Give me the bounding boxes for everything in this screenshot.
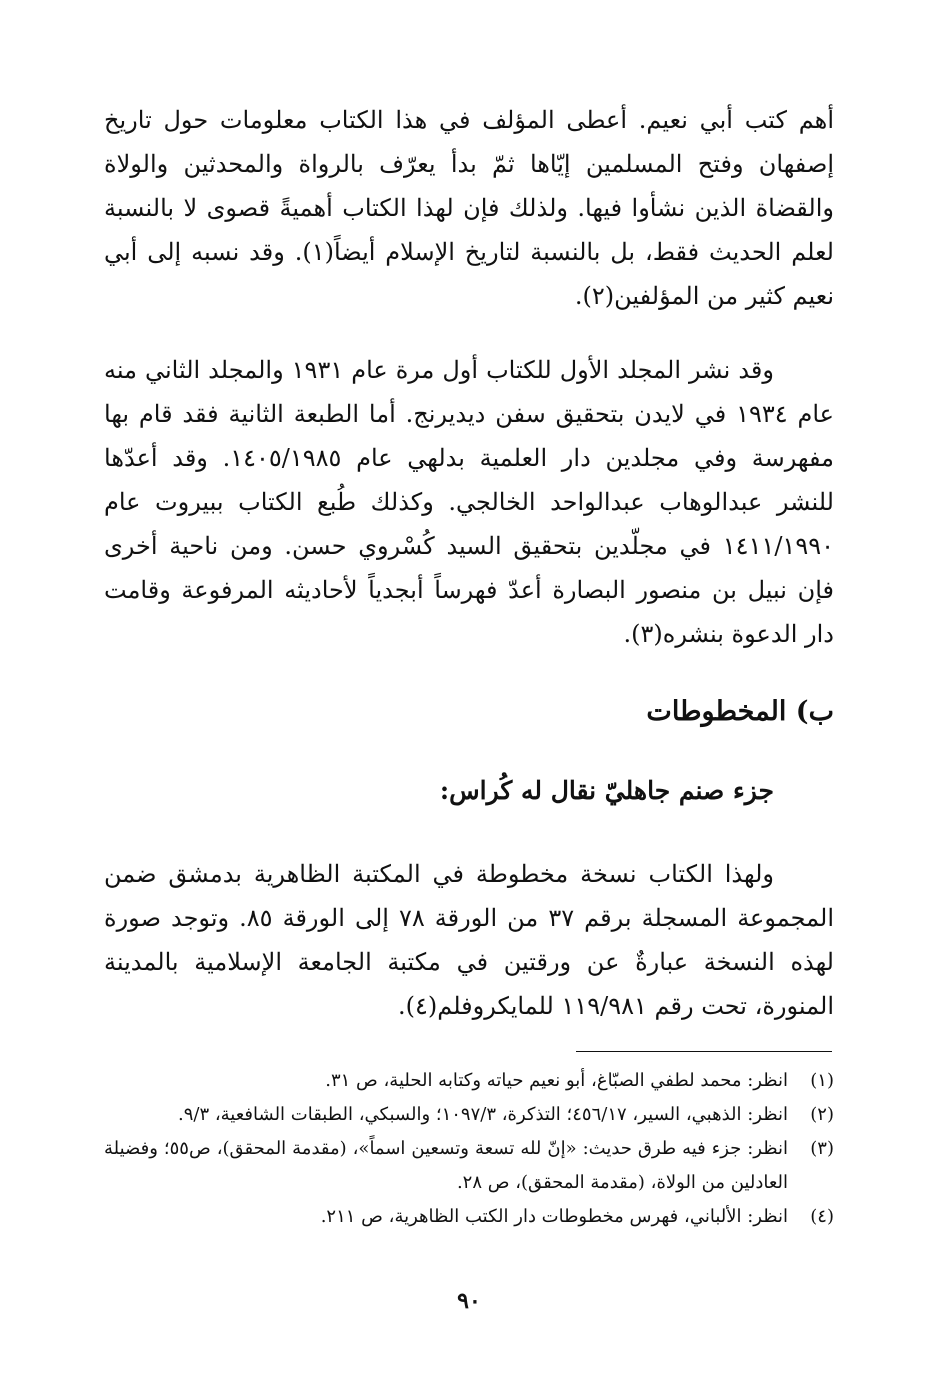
footnote-text: انظر: الألباني، فهرس مخطوطات دار الكتب الظاهرية، ص ٢١١. <box>320 1206 788 1227</box>
paragraph-abu-nuaym-book: أهم كتب أبي نعيم. أعطى المؤلف في هذا الكتاب معلومات حول تاريخ إصفهان وفتح المسلمين إيّاها ثمّ بدأ يعرّف بالرواة والمحدثين والولاة والقضاة الذين نشأوا فيها. ولذلك فإن لهذا الكتاب أهميةً قصوى لا بالنسبة لعلم الحديث فقط، بل بالنسبة لتاريخ الإسلام أيضاً(١). وقد نسبه إلى أبي نعيم كثير من المؤلفين(٢). <box>104 106 834 310</box>
footnote-item <box>104 1132 834 1200</box>
footnote-separator <box>576 1051 832 1052</box>
footnotes-list <box>104 1064 834 1234</box>
paragraph-manuscript-copy: ولهذا الكتاب نسخة مخطوطة في المكتبة الظاهرية بدمشق ضمن المجموعة المسجلة برقم ٣٧ من الورقة ٧٨ إلى الورقة ٨٥. وتوجد صورة لهذه النسخة عبارةٌ عن ورقتين في مكتبة الجامعة الإسلامية بالمدينة المنورة، تحت رقم ١١٩/٩٨١ للمايكروفلم(٤). <box>104 860 835 1020</box>
footnote-text: انظر: جزء فيه طرق حديث: «إنّ لله تسعة وتسعين اسماً»، (مقدمة المحقق)، ص٥٥؛ وفضيلة العادلين من الولاة، (مقدمة المحقق)، ص ٢٨. <box>104 1138 788 1193</box>
footnote-number: (٢) <box>810 1104 834 1125</box>
page-number: ٩٠ <box>457 1288 481 1314</box>
footnote-item <box>104 1200 834 1234</box>
paragraph-editions: وقد نشر المجلد الأول للكتاب أول مرة عام ١٩٣١ والمجلد الثاني منه عام ١٩٣٤ في لايدن بتحقيق سفن ديديرنج. أما الطبعة الثانية فقد قام بها مفهرسة وفي مجلدين دار العلمية بدلهي عام ١٤٠٥/١٩٨٥. وقد أعدّها للنشر عبدالوهاب عبدالواحد الخالجي. وكذلك طُبع الكتاب ببيروت عام ١٤١١/١٩٩٠ في مجلّدين بتحقيق السيد كُسْروي حسن. ومن ناحية أخرى فإن نبيل بن منصور البصارة أعدّ فهرساً أبجدياً لأحاديثه المرفوعة وقامت دار الدعوة بنشره(٣). <box>104 356 835 648</box>
footnote-number: (٣) <box>810 1138 834 1159</box>
footnote-number: (٤) <box>810 1206 834 1227</box>
footnote-text: انظر: محمد لطفي الصبّاغ، أبو نعيم حياته وكتابه الحلية، ص ٣١. <box>325 1070 788 1091</box>
subheading-juz-sanam: جزء صنم جاهليّ نقال له كُراس: <box>439 776 774 805</box>
footnote-number: (١) <box>810 1070 834 1091</box>
footnote-item <box>104 1098 834 1132</box>
footnote-item <box>104 1064 834 1098</box>
section-heading-manuscripts: ب) المخطوطات <box>646 696 834 727</box>
footnote-text: انظر: الذهبي، السير، ٤٥٦/١٧؛ التذكرة، ١٠٩٧/٣؛ والسبكي، الطبقات الشافعية، ٩/٣. <box>177 1104 788 1125</box>
